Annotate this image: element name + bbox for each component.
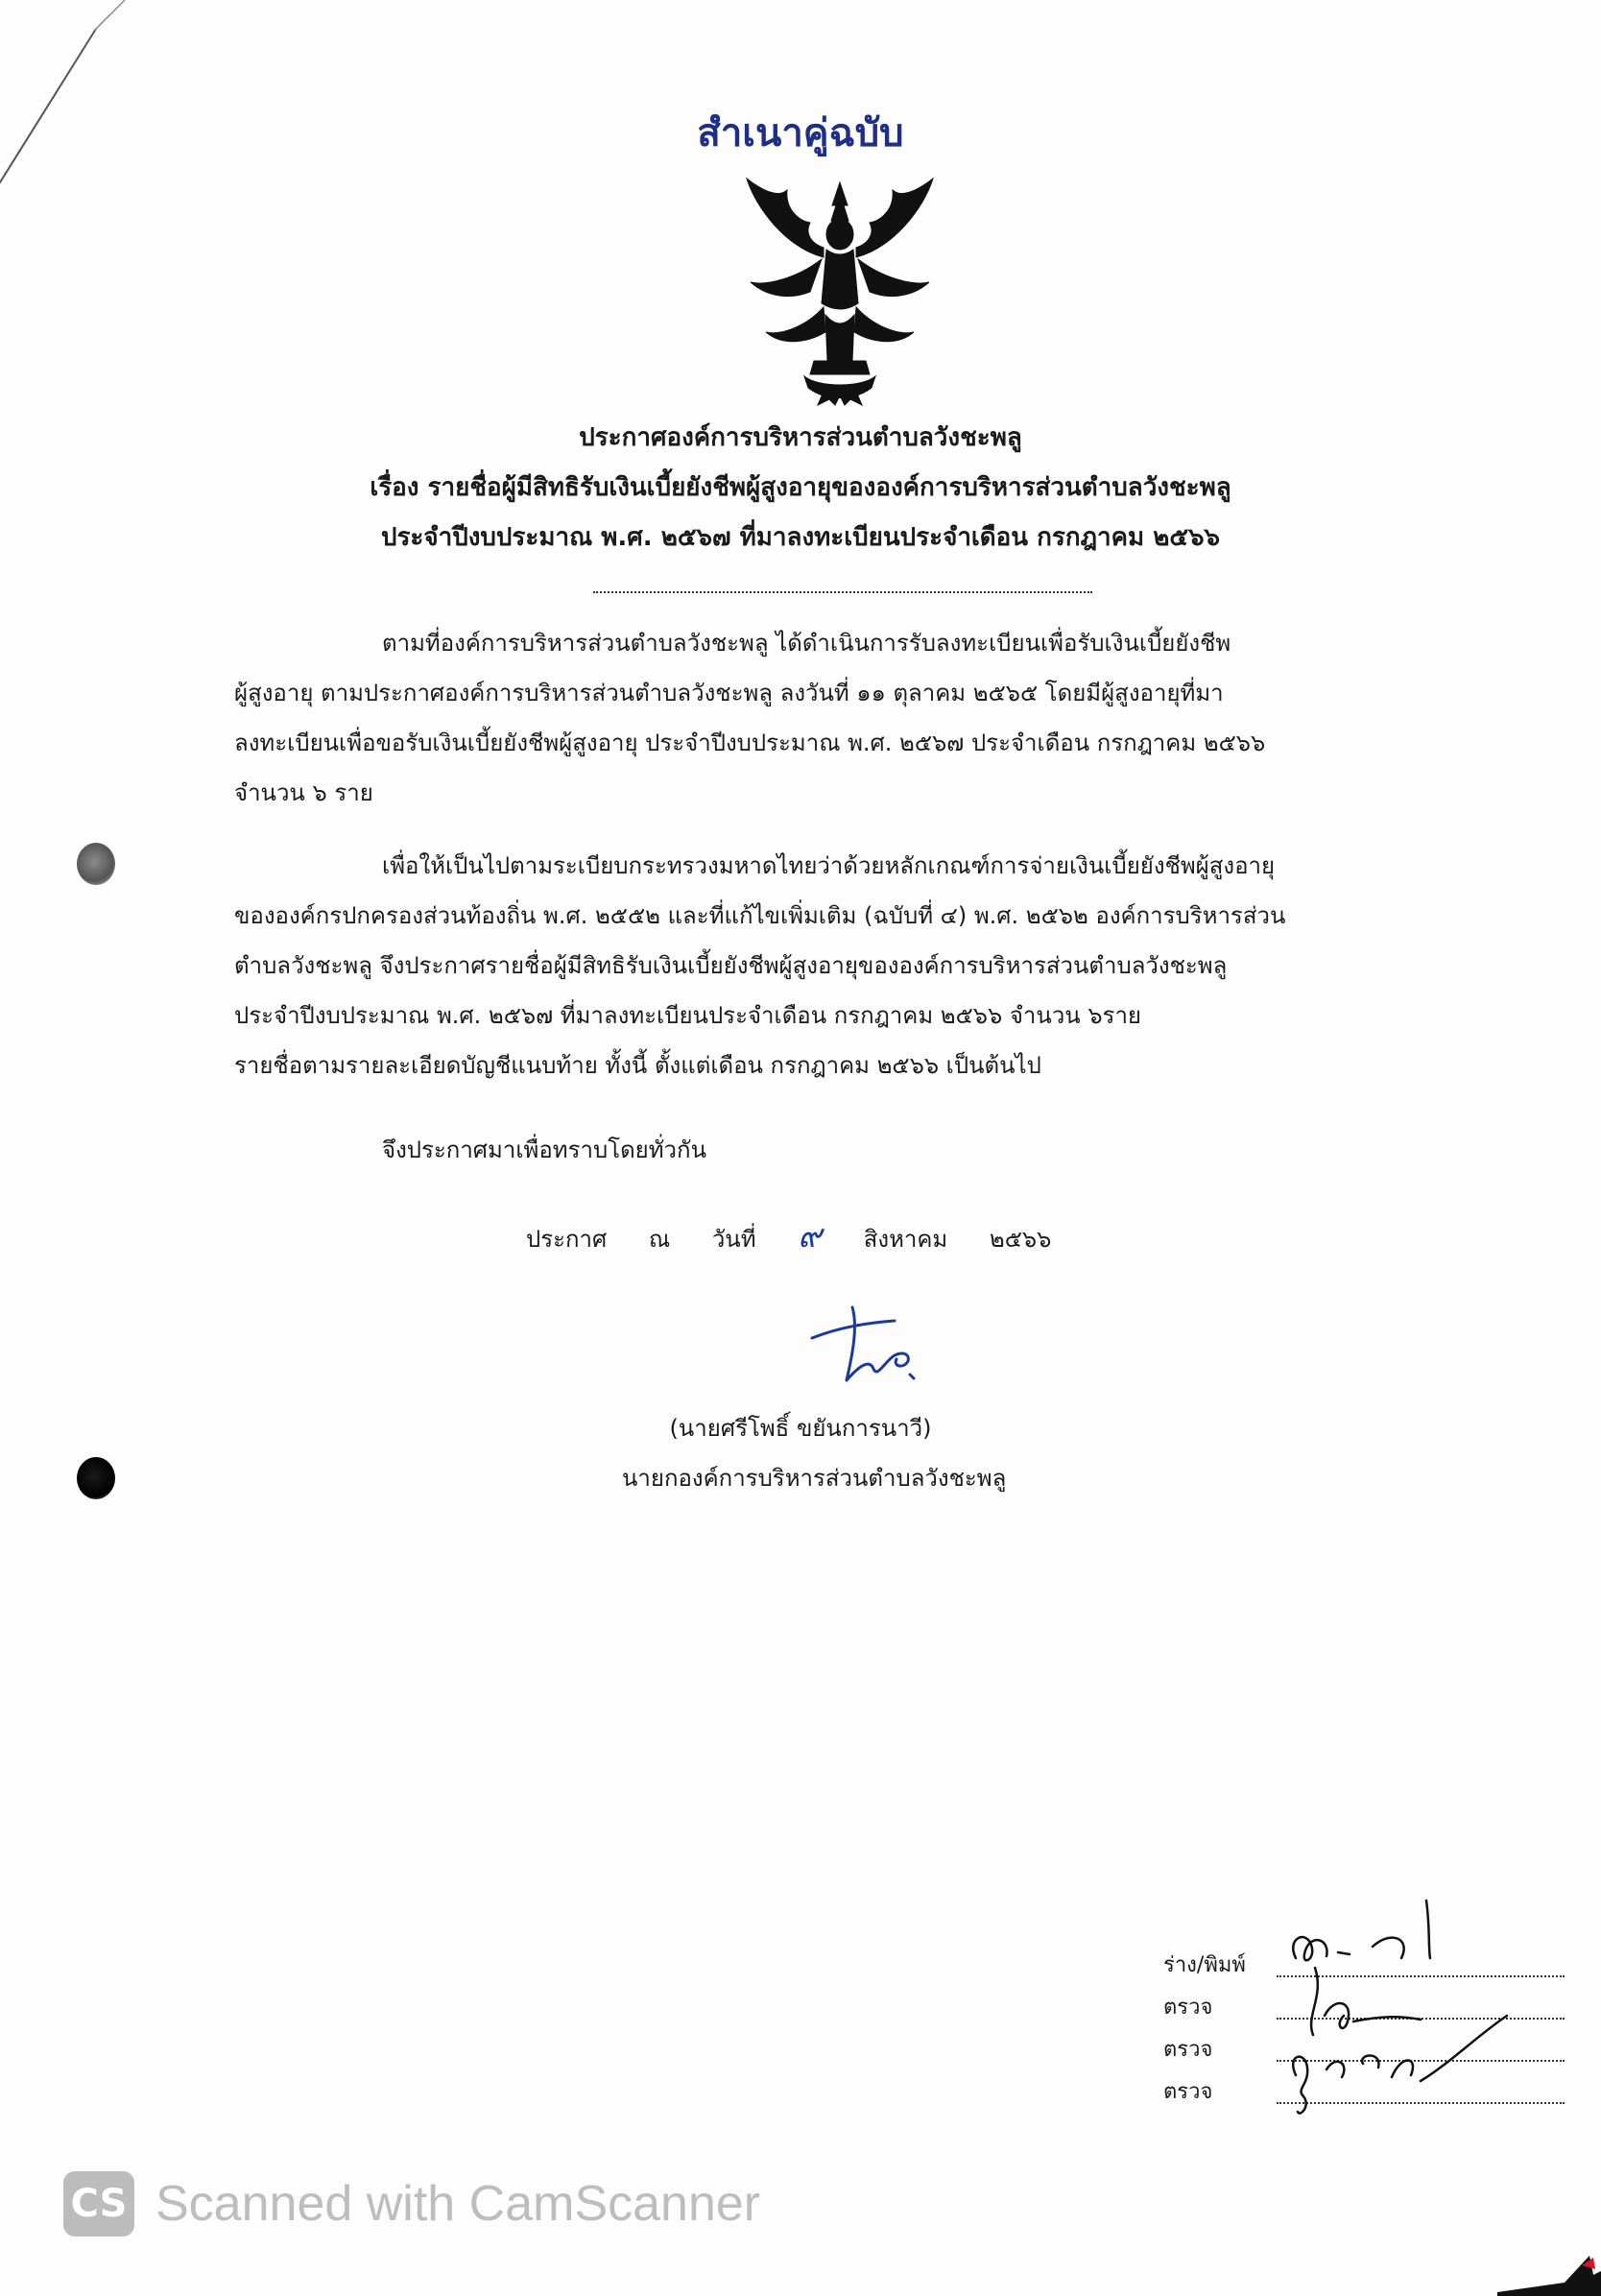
signer-name: (นายศรีโพธิ์ ขยันการนาวี) bbox=[669, 1415, 932, 1442]
handwritten-initials bbox=[1257, 1872, 1536, 2141]
punch-hole bbox=[77, 1457, 115, 1499]
paragraph-line: ประจำปีงบประมาณ พ.ศ. ๒๕๖๗ ที่มาลงทะเบียนประจำเดือน กรกฎาคม ๒๕๖๖ จำนวน ๖ราย bbox=[234, 1002, 1141, 1029]
paragraph-line: ตำบลวังชะพลู จึงประกาศรายชื่อผู้มีสิทธิรับเงินเบี้ยยังชีพผู้สูงอายุขององค์การบริหารส่วนตำบลวังชะพลู bbox=[234, 952, 1228, 979]
punch-hole bbox=[77, 843, 115, 885]
date-announce-label: ประกาศ bbox=[526, 1226, 608, 1253]
paragraph-1 bbox=[234, 618, 1453, 818]
paragraph-line: จำนวน ๖ ราย bbox=[234, 779, 373, 806]
initial-label: ตรวจ bbox=[1163, 2038, 1213, 2062]
initial-label: ร่าง/พิมพ์ bbox=[1163, 1953, 1246, 1977]
paragraph-2 bbox=[234, 841, 1453, 1090]
copy-stamp: สำเนาคู่ฉบับ bbox=[697, 111, 904, 155]
camscanner-logo: CS bbox=[63, 2171, 134, 2236]
subject-line: เรื่อง รายชื่อผู้มีสิทธิรับเงินเบี้ยยังชีพผู้สูงอายุขององค์การบริหารส่วนตำบลวังชะพลู bbox=[370, 473, 1231, 502]
garuda-emblem-icon bbox=[729, 171, 950, 406]
corner-ink-mark bbox=[1497, 2236, 1601, 2296]
initial-label: ตรวจ bbox=[1163, 1996, 1213, 2020]
fiscal-year-line: ประจำปีงบประมาณ พ.ศ. ๒๕๖๗ ที่มาลงทะเบียนประจำเดือน กรกฎาคม ๒๕๖๖ bbox=[380, 523, 1221, 552]
paragraph-line: รายชื่อตามรายละเอียดบัญชีแนบท้าย ทั้งนี้ ตั้งแต่เดือน กรกฎาคม ๒๕๖๖ เป็นต้นไป bbox=[234, 1052, 1041, 1079]
paragraph-line: เพื่อให้เป็นไปตามระเบียบกระทรวงมหาดไทยว่าด้วยหลักเกณฑ์การจ่ายเงินเบี้ยยังชีพผู้สูงอายุ bbox=[382, 852, 1276, 879]
announcement-date bbox=[526, 1209, 1086, 1261]
paragraph-line: ลงทะเบียนเพื่อขอรับเงินเบี้ยยังชีพผู้สูงอายุ ประจำปีงบประมาณ พ.ศ. ๒๕๖๗ ประจำเดือน กรกฎาคม ๒๕๖๖ bbox=[234, 729, 1266, 756]
date-month: สิงหาคม bbox=[863, 1226, 948, 1253]
paragraph-line: ผู้สูงอายุ ตามประกาศองค์การบริหารส่วนตำบลวังชะพลู ลงวันที่ ๑๑ ตุลาคม ๒๕๖๕ โดยมีผู้สูงอายุที่มา bbox=[234, 680, 1224, 706]
paragraph-line: ตามที่องค์การบริหารส่วนตำบลวังชะพลู ได้ดำเนินการรับลงทะเบียนเพื่อรับเงินเบี้ยยังชีพ bbox=[382, 630, 1231, 657]
title-divider bbox=[593, 591, 1092, 593]
approval-initials-block bbox=[1163, 1945, 1246, 2114]
initial-row-draft bbox=[1163, 1945, 1246, 1987]
camscanner-watermark: Scanned with CamScanner bbox=[155, 2176, 761, 2232]
date-year: ๒๕๖๖ bbox=[989, 1226, 1052, 1253]
title-line: ประกาศองค์การบริหารส่วนตำบลวังชะพลู bbox=[579, 423, 1022, 452]
announcement-title bbox=[0, 413, 1601, 562]
date-day-handwritten: ๙ bbox=[798, 1217, 823, 1256]
paragraph-line: ขององค์กรปกครองส่วนท้องถิ่น พ.ศ. ๒๕๕๒ และที่แก้ไขเพิ่มเติม (ฉบับที่ ๔) พ.ศ. ๒๕๖๒ องค์การบริหารส่วน bbox=[234, 902, 1286, 929]
initial-row-check bbox=[1163, 2071, 1246, 2114]
date-at-label: ณ bbox=[648, 1226, 671, 1253]
closing-statement: จึงประกาศมาเพื่อทราบโดยทั่วกัน bbox=[382, 1136, 706, 1163]
date-day-label: วันที่ bbox=[711, 1226, 756, 1253]
initial-row-check bbox=[1163, 1987, 1246, 2029]
initial-row-check bbox=[1163, 2029, 1246, 2071]
handwritten-signature bbox=[802, 1298, 937, 1403]
initial-label: ตรวจ bbox=[1163, 2080, 1213, 2104]
signer-title: นายกองค์การบริหารส่วนตำบลวังชะพลู bbox=[622, 1465, 1007, 1492]
